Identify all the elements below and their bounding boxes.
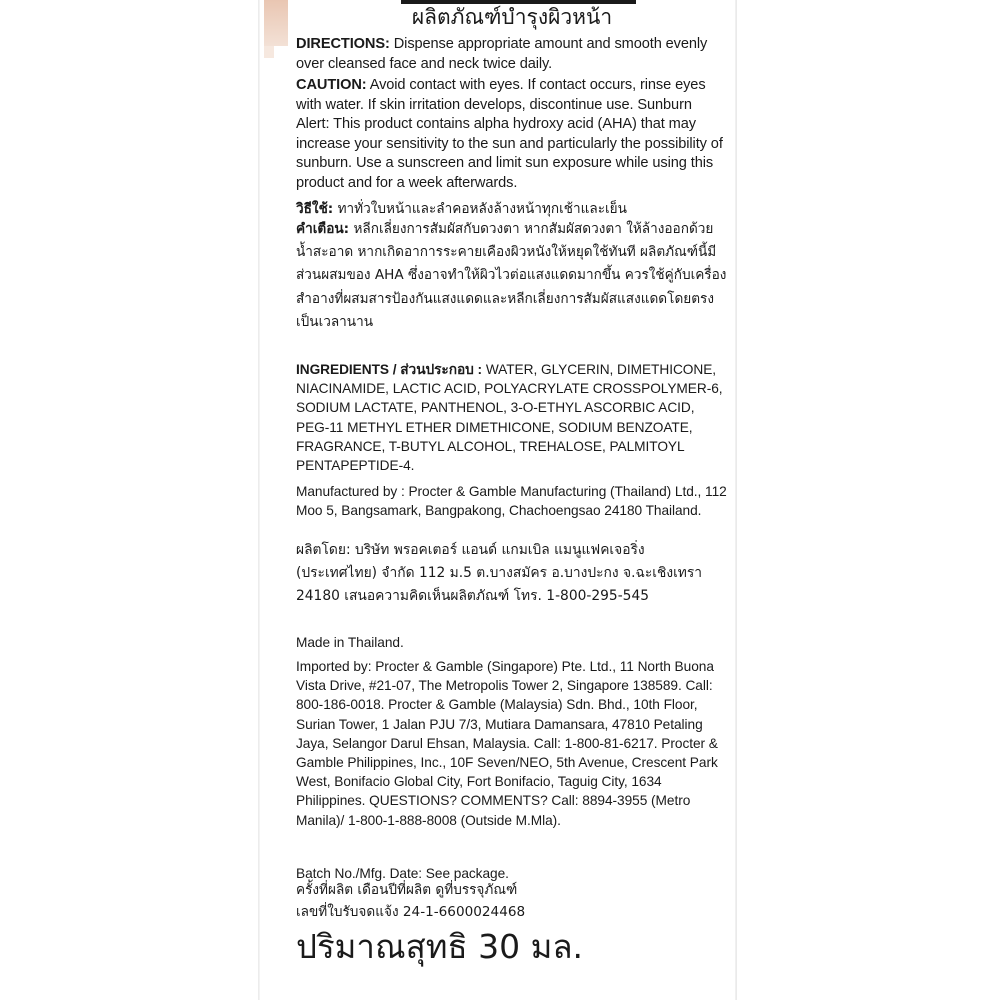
net-content-th: ปริมาณสุทธิ 30 มล.: [296, 927, 584, 966]
batch-text: Batch No./Mfg. Date: See package.: [296, 866, 509, 881]
registration-th-text: เลขที่ใบรับจดแจ้ง 24-1-6600024468: [296, 904, 526, 920]
batch-th-text: ครั้งที่ผลิต เดือนปีที่ผลิต ดูที่บรรจุภัณฑ์: [296, 882, 518, 898]
made-in-text: Made in Thailand.: [296, 635, 404, 650]
caution-text: Avoid contact with eyes. If contact occurs, rinse eyes with water. If skin irritation develops, discontinue use. Sunburn Alert: This product contains alpha hydroxy acid (AHA) that may increase your sensitivity to the sun and particularly the possibility of sunburn. Use a sunscreen and limit sun exposure while using this product and for a week afterwards.: [296, 77, 723, 191]
caution-th-label: คำเตือน:: [296, 221, 350, 237]
background-left: [0, 0, 258, 1000]
color-swatch-tail: [264, 46, 274, 58]
directions-th-label: วิธีใช้:: [296, 201, 334, 217]
top-cut-text: [401, 0, 636, 4]
directions-section: [296, 35, 728, 74]
label-text-panel: [296, 0, 728, 1000]
caution-th-section: [296, 218, 728, 334]
manufacturer-text: Manufactured by : Procter & Gamble Manufacturing (Thailand) Ltd., 112 Moo 5, Bangsamark, Bangpakong, Chachoengsao 24180 Thailand.: [296, 484, 727, 519]
package-edge-left: [258, 0, 260, 1000]
directions-text: Dispense appropriate amount and smooth evenly over cleansed face and neck twice daily.: [296, 36, 708, 72]
ingredients-label: INGREDIENTS / ส่วนประกอบ :: [296, 362, 483, 377]
directions-label: DIRECTIONS:: [296, 36, 390, 52]
caution-th-text: หลีกเลี่ยงการสัมผัสกับดวงตา หากสัมผัสดวงตา ให้ล้างออกด้วยน้ำสะอาด หากเกิดอาการระคายเคืองผิวหนังให้หยุดใช้ทันที ผลิตภัณฑ์นี้มีส่วนผสมของ AHA ซึ่งอาจทำให้ผิวไวต่อแสงแดดมากขึ้น ควรใช้คู่กับเครื่องสำอางที่ผสมสารป้องกันแสงแดดและหลีกเลี่ยงการสัมผัสแสงแดดโดยตรงเป็นเวลานาน: [296, 221, 727, 330]
ingredients-section: [296, 360, 728, 475]
caution-label: CAUTION:: [296, 77, 367, 93]
importer-text: Imported by: Procter & Gamble (Singapore) Pte. Ltd., 11 North Buona Vista Drive, #21-07, The Metropolis Tower 2, Singapore 138589. Call: 800-186-0018. Procter & Gamble (Malaysia) Sdn. Bhd., 10th Floor, Surian Tower, 1 Jalan PJU 7/3, Mutiara Damansara, 47810 Petaling Jaya, Selangor Darul Ehsan, Malaysia. Call: 1-800-81-6217. Procter & Gamble Philippines, Inc., 10F Seven/NEO, 5th Avenue, Crescent Park West, Bonifacio Global City, Fort Bonifacio, Taguig City, 1634 Philippines. QUESTIONS? COMMENTS? Call: 8894-3955 (Metro Manila)/ 1-800-1-888-8008 (Outside M.Mla).: [296, 659, 718, 828]
manufacturer-th-text: ผลิตโดย: บริษัท พรอคเตอร์ แอนด์ แกมเบิล แมนูแฟคเจอริ่ง (ประเทศไทย) จำกัด 112 ม.5 ต.บางสมัคร อ.บางปะกง จ.ฉะเชิงเทรา 24180 เสนอความคิดเห็นผลิตภัณฑ์ โทร. 1-800-295-545: [296, 542, 703, 604]
color-swatch: [264, 0, 288, 46]
caution-section: [296, 76, 728, 193]
ingredients-text: WATER, GLYCERIN, DIMETHICONE, NIACINAMIDE, LACTIC ACID, POLYACRYLATE CROSSPOLYMER-6, SODIUM LACTATE, PANTHENOL, 3-O-ETHYL ASCORBIC ACID, PEG-11 METHYL ETHER DIMETHICONE, SODIUM BENZOATE, FRAGRANCE, T-BUTYL ALCOHOL, TREHALOSE, PALMITOYL PENTAPEPTIDE-4.: [296, 362, 723, 474]
product-title-th: ผลิตภัณฑ์บำรุงผิวหน้า: [411, 6, 613, 29]
package-edge-right: [735, 0, 737, 1000]
directions-th-text: ทาทั่วใบหน้าและลำคอหลังล้างหน้าทุกเช้าและเย็น: [337, 201, 627, 217]
